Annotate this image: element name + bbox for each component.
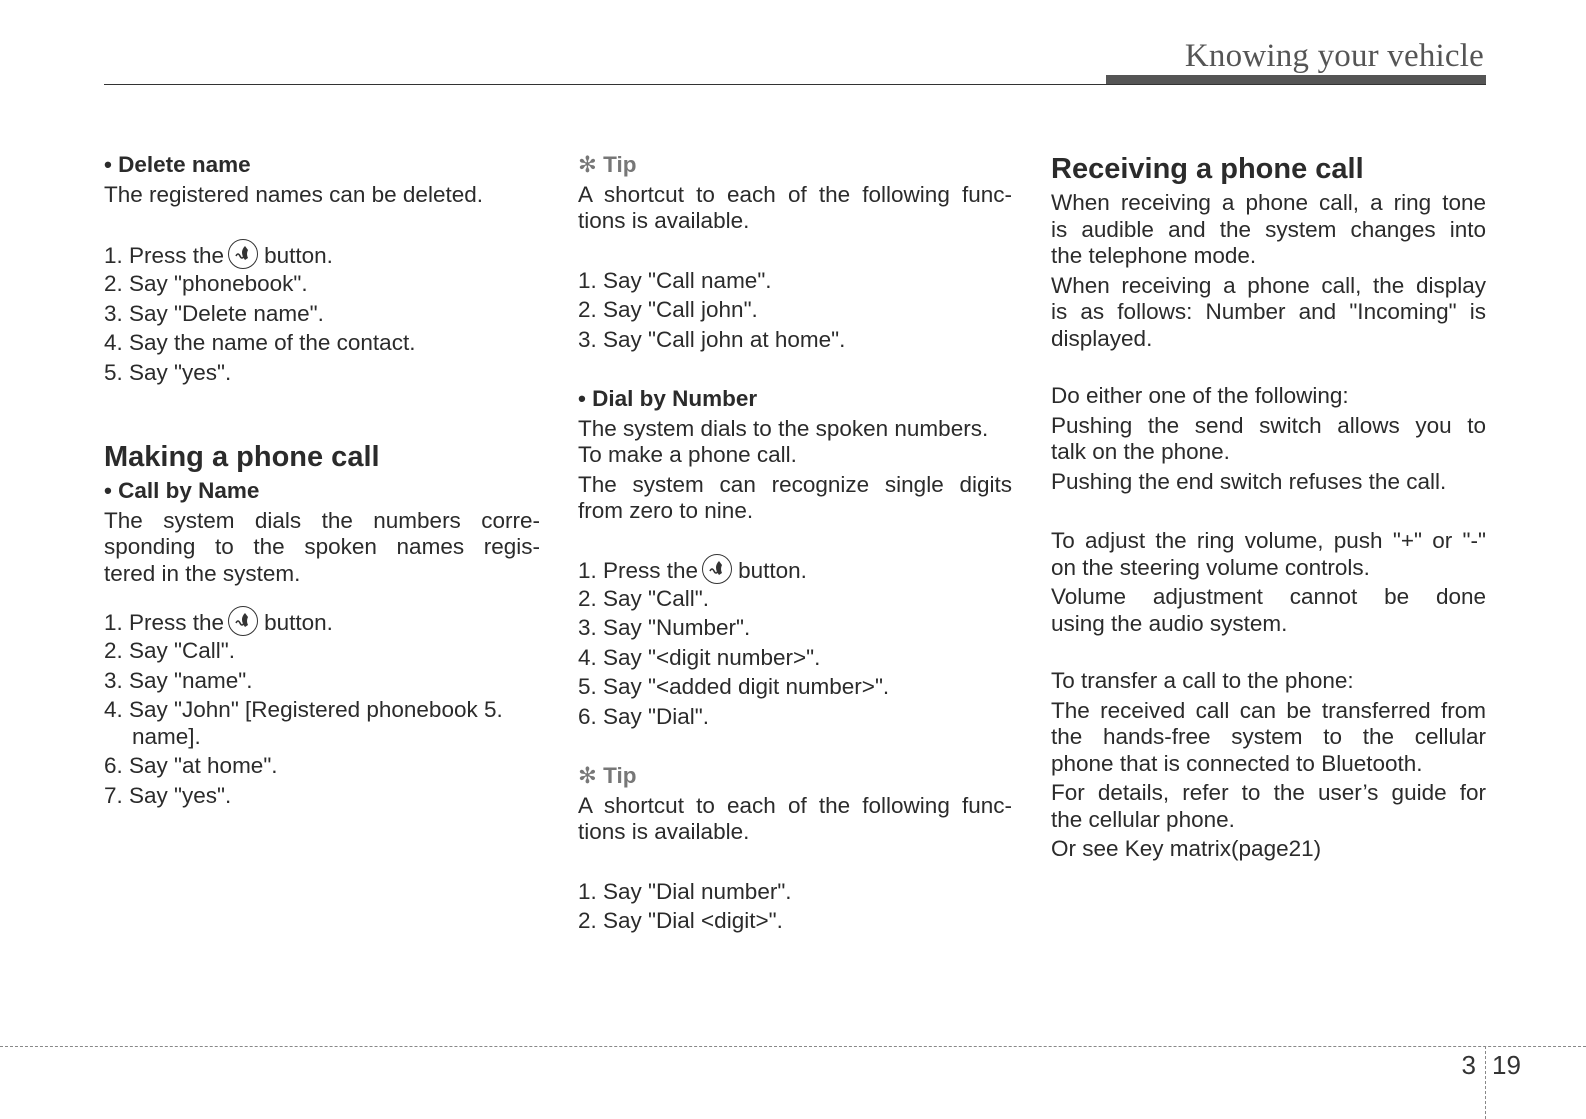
list-item: 3. Say "Delete name". xyxy=(104,300,324,326)
dial-by-number-heading: • Dial by Number xyxy=(578,386,758,411)
list-item: 2. Say "Call john". xyxy=(578,297,758,322)
paragraph: When receiving a phone call, a ring tone is audible and the system changes into the telephone mode. xyxy=(1051,190,1486,268)
tip-steps xyxy=(578,268,1012,354)
key-matrix-reference: Or see Key matrix(page21) xyxy=(1051,836,1322,861)
list-item: 4. Say "John" [Registered phonebook 5. xyxy=(104,697,503,722)
tip-steps xyxy=(578,879,1012,935)
tip-label: ✻ Tip xyxy=(578,152,637,177)
list-item: 5. Say "yes". xyxy=(104,359,232,385)
paragraph: When receiving a phone call, the display is as follows: Number and "Incoming" is displayed. xyxy=(1051,272,1486,351)
column-right xyxy=(1051,150,1486,863)
paragraph: The received call can be transferred from the hands-free system to the cellular phone that is connected to Bluetooth. xyxy=(1051,697,1486,776)
footer-dashed-rule xyxy=(0,1046,1586,1047)
delete-name-description: The registered names can be deleted. xyxy=(104,181,483,207)
dial-by-number-description: The system dials to the spoken numbers. To make a phone call. The system can recognize single digits from zero to nine. xyxy=(578,415,1012,523)
header-rule xyxy=(104,84,1486,85)
list-item: 4. Say the name of the contact. xyxy=(104,330,416,355)
receiving-call-heading: Receiving a phone call xyxy=(1051,153,1364,185)
delete-name-steps xyxy=(104,239,540,386)
list-item: 1. Say "Dial number". xyxy=(578,878,792,904)
footer-page-divider xyxy=(1485,1046,1486,1119)
list-item: 6. Say "at home". xyxy=(104,753,278,778)
list-item: name]. xyxy=(132,723,201,749)
delete-name-heading: • Delete name xyxy=(104,152,251,177)
dial-by-number-steps xyxy=(578,554,1012,731)
list-item: 1. Press the button. xyxy=(578,554,1012,586)
making-call-heading: Making a phone call xyxy=(104,441,380,473)
call-by-name-heading: • Call by Name xyxy=(104,478,260,503)
tip-label: ✻ Tip xyxy=(578,763,637,788)
page-number: 19 xyxy=(1492,1050,1521,1080)
list-item: 1. Say "Call name". xyxy=(578,267,772,293)
voice-phone-icon xyxy=(228,606,258,636)
list-item: 2. Say "phonebook". xyxy=(104,271,308,296)
asterisk-icon: ✻ xyxy=(578,763,597,788)
paragraph: To transfer a call to the phone: xyxy=(1051,668,1354,693)
asterisk-icon: ✻ xyxy=(578,152,597,177)
list-item: 3. Say "Number". xyxy=(578,615,751,640)
paragraph: Volume adjustment cannot be done using the audio system. xyxy=(1051,584,1486,636)
list-item: 1. Press the button. xyxy=(104,239,540,271)
paragraph: To adjust the ring volume, push "+" or "-" on the steering volume controls. xyxy=(1051,528,1486,580)
voice-phone-icon xyxy=(702,554,732,584)
tip-text: A shortcut to each of the following func- tions is available. xyxy=(578,792,1012,844)
paragraph: For details, refer to the user’s guide for the cellular phone. xyxy=(1051,780,1486,832)
list-item: 2. Say "Dial <digit>". xyxy=(578,908,783,933)
list-item: 5. Say "<added digit number>". xyxy=(578,674,890,699)
page-header-title: Knowing your vehicle xyxy=(1184,38,1484,74)
column-left xyxy=(104,150,540,809)
page-section-number: 3 xyxy=(1461,1050,1476,1080)
paragraph: Pushing the end switch refuses the call. xyxy=(1051,468,1447,494)
list-item: 3. Say "Call john at home". xyxy=(578,326,846,352)
list-item: 4. Say "<digit number>". xyxy=(578,644,821,670)
list-item: 2. Say "Call". xyxy=(104,638,236,663)
call-by-name-steps xyxy=(104,606,540,809)
list-item: 2. Say "Call". xyxy=(578,585,710,611)
call-by-name-description: The system dials the numbers corre- sponding to the spoken names regis- tered in the system. xyxy=(104,507,540,586)
list-item: 6. Say "Dial". xyxy=(578,703,710,729)
paragraph: Pushing the send switch allows you to talk on the phone. xyxy=(1051,412,1486,464)
column-middle xyxy=(578,150,1012,935)
tip-text: A shortcut to each of the following func- tions is available. xyxy=(578,181,1012,233)
paragraph: Do either one of the following: xyxy=(1051,383,1349,408)
list-item: 3. Say "name". xyxy=(104,667,253,693)
list-item: 1. Press the button. xyxy=(104,606,540,638)
list-item: 7. Say "yes". xyxy=(104,782,232,808)
voice-phone-icon xyxy=(228,239,258,269)
